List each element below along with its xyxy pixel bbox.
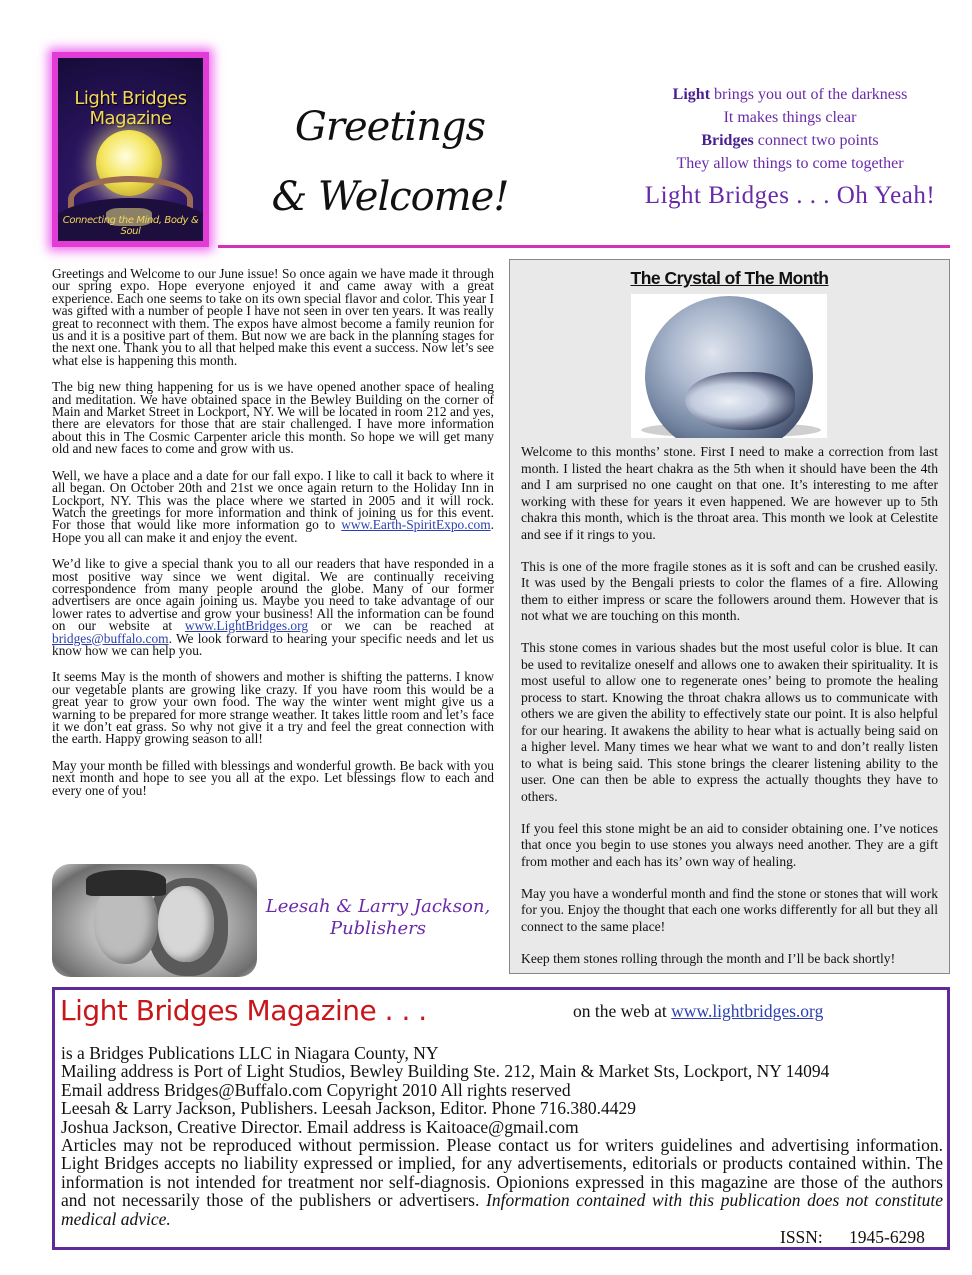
publishers-role: Publishers: [329, 918, 427, 939]
paragraph-text: We’d like to give a special thank you to all our readers that have responded in a most positive way since we went digital. We are continually receiving correspondence from many people around the globe. Many of our former advertisers are once again joining us. Maybe you need to take advantage of our lower rates to advertise and grow your business! All the information can be found on our website at: [52, 556, 494, 634]
tagline-line4: They allow things to come together: [676, 155, 904, 172]
greeting-heading: [240, 92, 540, 232]
crystal-paragraph: May you have a wonderful month and find the stone or stones that will work for you. Enjoy the thought that each one works differently for all but they all connect to the same place!: [521, 885, 938, 934]
footer-company-line: is a Bridges Publications LLC in Niagara County, NY: [61, 1043, 439, 1063]
footer-email-line: Email address Bridges@Buffalo.com Copyright 2010 All rights reserved: [61, 1079, 571, 1100]
tagline-block: [620, 83, 960, 175]
footer-info: [61, 1044, 943, 1136]
issn-label: ISSN:: [780, 1227, 823, 1247]
crystal-article: [521, 444, 938, 983]
crystal-paragraph: This stone comes in various shades but the most useful color is blue. It can be used to revitalize oneself and allows one to awaken their spirituality. It is most useful to allow one to regenerate ones’ being to promote the healing process to start. Knowing the throat chakra allows us to communicate with others we are given the ability to effectively state our point. It is also helpful for our hearing. It awakens the ability to hear what is actually being said on a higher level. Many times we hear what we want to and don’t really listen to what is being said. This stone brings the clearer listening ability to the user. One can then be able to express the actually thoughts they have to others.: [521, 640, 938, 804]
tagline-line1-text: brings you out of the darkness: [710, 86, 908, 103]
article-paragraph: It seems May is the month of showers and mother is shifting the patterns. I know our vegetable plants are growing like crazy. If you have room this would be a great year to grow your own food. The way the winter went might give us a warning to be prepared for more strange weather. It takes little room and let’s face it we don’t eat grass. So why not give it a try and feel the great connection with the earth. Happy growing season to all!: [52, 669, 494, 747]
paragraph-text: Well, we have a place and a date for our fall expo. I like to call it back to where it all began. On October 20th and 21st we once again return to the Holiday Inn in Lockport, NY. This was the place where we started in 2005 and it will rock. Watch the greetings for more information and think of joining us for this event. For those that would like more information go to: [52, 467, 494, 533]
tagline-oh-yeah: Light Bridges . . . Oh Yeah!: [644, 182, 936, 209]
crystal-paragraph: Welcome to this months’ stone. First I need to make a correction from last month. I listed the heart chakra as the 5th when it should have been the 4th and I am surprised no one caught on that one. It’s interesting to me after working with these for years it even happened. We are however up to 5th chakra this month, which is the throat area. This month we look at Celestite and see if it rings to you.: [521, 444, 938, 542]
footer-issn: [780, 1227, 925, 1248]
email-link[interactable]: bridges@buffalo.com: [52, 630, 169, 646]
tagline-line3-text: connect two points: [753, 132, 879, 149]
publishers-names: Leesah & Larry Jackson,: [265, 896, 491, 917]
photo-bandana: [86, 870, 166, 896]
magazine-logo: [52, 52, 209, 247]
article-paragraph: [52, 467, 494, 545]
disclaimer-text: Articles may not be reproduced without permission. Please contact us for writers guidelines and advertising information. Light Bridges accepts no liability expressed or implied, for any advertisements, editorials or products contained within. The information is not intended for treatment nor self-diagnosis. Opionions expressed in this magazine are those of the authors and not necessarily those of the publishers or advertisers.: [61, 1135, 943, 1211]
stone-geode-cavity: [685, 372, 795, 430]
logo-tagline: Connecting the Mind, Body & Soul: [62, 215, 199, 237]
crystal-title: The Crystal of The Month: [630, 268, 829, 288]
crystal-paragraph: This is one of the more fragile stones as it is soft and can be crushed easily. It was used by the Bengali priests to color the flames of a fire. Allowing them to either impress or scare the followers around them. However that is not what we are touching on this month.: [521, 558, 938, 624]
footer-disclaimer: [61, 1136, 943, 1228]
paragraph-text: . We look forward to hearing your specific needs and let us know how we can help you.: [52, 630, 494, 658]
article-paragraph: Greetings and Welcome to our June issue! So once again we have made it through our spring expo. Hope everyone enjoyed it and came away with a great experience. Each one seems to take on its own special flavor and color. This year I was gifted with a number of people I have not seen in over ten years. It was really great to reconnect with them. The expos have almost become a family reunion for us and it is a positive part of them. But now we are back in the planning stages for the next one. Thank you to all that helped make this event a success. Now let’s see what else is happening this month.: [52, 266, 494, 368]
article-paragraph: The big new thing happening for us is we have opened another space of healing and meditation. We have obtained space in the Bewley Building on the corner of Main and Market Street in Lockport, NY. We will be located in room 212 and yes, there are elevators for those that are stair challenged. I have more information about this in The Cosmic Carpenter aricle this month. So hope we will get many old and new faces to come and grow with us.: [52, 379, 494, 457]
greeting-line2: & Welcome!: [271, 174, 509, 220]
footer-website-link[interactable]: www.lightbridges.org: [671, 1001, 824, 1021]
crystal-paragraph: If you feel this stone might be an aid to consider obtaining one. I’ve notices that once you begin to use stones you always need another. They are a gift from mother and each has its’ own way of healing.: [521, 820, 938, 869]
publishers-photo: [52, 864, 257, 977]
crystal-paragraph: Keep them stones rolling through the month and I’ll be back shortly!: [521, 950, 896, 966]
tagline-light-bold: Light: [672, 86, 711, 103]
photo-face-right: [158, 886, 214, 962]
expo-website-link[interactable]: www.Earth-SpiritExpo.com: [341, 517, 491, 533]
tagline-bridges-bold: Bridges: [701, 132, 754, 149]
greeting-line1: Greetings: [294, 104, 486, 150]
footer-publishers-line: Leesah & Larry Jackson, Publishers. Leesah Jackson, Editor. Phone 716.380.4429: [61, 1098, 636, 1119]
paragraph-text: or we can be reached at: [308, 618, 494, 634]
article-paragraph: May your month be filled with blessings and wonderful growth. Be back with you next month and hope to see you all at the expo. Let blessings flow to each and every one of you!: [52, 757, 494, 798]
paragraph-text: . Hope you all can make it and enjoy the event.: [52, 517, 494, 545]
header-divider: [218, 245, 950, 248]
tagline-line1: [620, 83, 960, 106]
logo-title-line2: Magazine: [89, 108, 172, 129]
publishers-signature: [262, 896, 494, 940]
footer-director-line: Joshua Jackson, Creative Director. Email address is Kaitoace@gmail.com: [61, 1116, 579, 1137]
logo-title-line1: Light Bridges: [74, 88, 187, 109]
footer-web: [573, 1001, 823, 1022]
footer-title: Light Bridges Magazine . . .: [60, 994, 427, 1027]
welcome-article: [52, 268, 494, 811]
logo-artwork: [58, 58, 203, 241]
tagline-line3: [620, 129, 960, 152]
issn-value: 1945-6298: [849, 1227, 925, 1247]
disclaimer-italic: Information contained with this publication does not constitute medical advice.: [61, 1190, 944, 1229]
footer-address-line: Mailing address is Port of Light Studios, Bewley Building Ste. 212, Main & Market Sts, Lockport, NY 14094: [61, 1061, 830, 1082]
tagline-line2: It makes things clear: [723, 109, 857, 126]
celestite-stone-image: [631, 294, 827, 438]
footer-web-prefix: on the web at: [573, 1001, 672, 1021]
article-paragraph: [52, 558, 494, 657]
magazine-website-link[interactable]: www.LightBridges.org: [184, 618, 309, 634]
